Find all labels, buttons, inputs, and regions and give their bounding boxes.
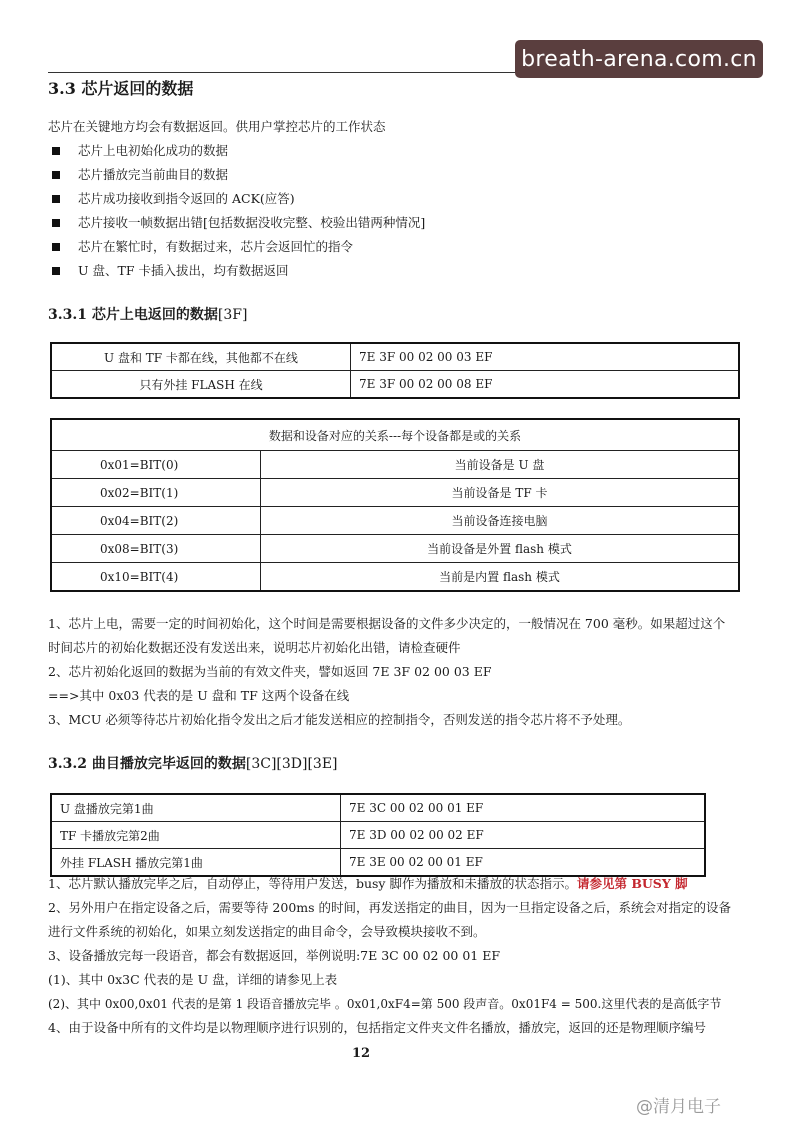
bullet-marker bbox=[52, 171, 60, 179]
table-cell-label: U 盘和 TF 卡都在线，其他都不在线 bbox=[51, 343, 351, 371]
table-row bbox=[51, 563, 739, 592]
note-line: 进行文件系统的初始化，如果立刻发送指定的曲目命令，会导致模块接收不到。 bbox=[48, 924, 486, 939]
note-text: 1、芯片默认播放完毕之后，自动停止，等待用户发送，busy 脚作为播放和未播放的状态指示。 bbox=[48, 876, 577, 891]
table-cell-label: 外挂 FLASH 播放完第1曲 bbox=[51, 849, 341, 877]
intro-text: 芯片在关键地方均会有数据返回。供用户掌控芯片的工作状态 bbox=[48, 119, 386, 134]
table-cell-bit: 0x01=BIT(0) bbox=[51, 451, 261, 479]
watermark-banner: breath-arena.com.cn bbox=[515, 40, 763, 78]
table-row bbox=[51, 507, 739, 535]
note-line: 时间芯片的初始化数据还没有发送出来，说明芯片初始化出错，请检查硬件 bbox=[48, 640, 461, 655]
subsection-title-power-on bbox=[48, 304, 247, 324]
playback-finished-table bbox=[50, 793, 706, 877]
table-cell-code: 7E 3C 00 02 00 01 EF bbox=[341, 794, 706, 822]
bullet-marker bbox=[52, 147, 60, 155]
table-header: 数据和设备对应的关系---每个设备都是或的关系 bbox=[51, 419, 739, 451]
list-item: 芯片播放完当前曲目的数据 bbox=[78, 167, 229, 182]
table-cell-bit: 0x10=BIT(4) bbox=[51, 563, 261, 592]
note-line: 4、由于设备中所有的文件均是以物理顺序进行识别的，包括指定文件夹文件名播放，播放完，返回的还是物理顺序编号 bbox=[48, 1020, 706, 1035]
note-line: (2)、其中 0x00,0x01 代表的是第 1 段语音播放完毕 。0x01,0xF4=第 500 段声音。0x01F4 = 500.这里代表的是高低字节 bbox=[48, 997, 722, 1011]
table-cell-code: 7E 3F 00 02 00 08 EF bbox=[351, 371, 740, 399]
corner-watermark: @清月电子 bbox=[636, 1097, 721, 1117]
subsection-title-text: 3.3.1 芯片上电返回的数据 bbox=[48, 307, 218, 323]
table-row bbox=[51, 371, 739, 399]
table-cell-desc: 当前设备连接电脑 bbox=[261, 507, 740, 535]
note-line bbox=[48, 875, 688, 893]
bullet-marker bbox=[52, 267, 60, 275]
subsection-title-playback-finished bbox=[48, 753, 338, 773]
table-cell-label: 只有外挂 FLASH 在线 bbox=[51, 371, 351, 399]
table-row bbox=[51, 822, 705, 849]
table-row bbox=[51, 849, 705, 877]
table-header-row bbox=[51, 419, 739, 451]
subsection-title-text: 3.3.2 曲目播放完毕返回的数据 bbox=[48, 756, 246, 772]
table-cell-code: 7E 3D 00 02 00 02 EF bbox=[341, 822, 706, 849]
table-row bbox=[51, 451, 739, 479]
list-item: 芯片上电初始化成功的数据 bbox=[78, 143, 229, 158]
power-on-response-table bbox=[50, 342, 740, 399]
table-cell-label: TF 卡播放完第2曲 bbox=[51, 822, 341, 849]
note-line: 2、另外用户在指定设备之后，需要等待 200ms 的时间，再发送指定的曲目，因为一旦指定设备之后，系统会对指定的设备 bbox=[48, 900, 732, 915]
bullet-marker bbox=[52, 243, 60, 251]
table-cell-bit: 0x08=BIT(3) bbox=[51, 535, 261, 563]
subsection-tag: [3F] bbox=[217, 307, 248, 323]
table-cell-bit: 0x02=BIT(1) bbox=[51, 479, 261, 507]
bullet-marker bbox=[52, 219, 60, 227]
list-item: U 盘、TF 卡插入拔出，均有数据返回 bbox=[78, 263, 289, 278]
table-cell-bit: 0x04=BIT(2) bbox=[51, 507, 261, 535]
note-line: 1、芯片上电，需要一定的时间初始化，这个时间是需要根据设备的文件多少决定的，一般情况在 700 毫秒。如果超过这个 bbox=[48, 616, 726, 631]
list-item: 芯片在繁忙时，有数据过来，芯片会返回忙的指令 bbox=[78, 239, 354, 254]
note-line: ==>其中 0x03 代表的是 U 盘和 TF 这两个设备在线 bbox=[48, 688, 350, 703]
list-item: 芯片接收一帧数据出错[包括数据没收完整、校验出错两种情况] bbox=[78, 215, 426, 230]
table-cell-desc: 当前设备是 U 盘 bbox=[261, 451, 740, 479]
busy-pin-reference: 请参见第 BUSY 脚 bbox=[576, 876, 688, 891]
table-cell-desc: 当前设备是 TF 卡 bbox=[261, 479, 740, 507]
page-number: 12 bbox=[352, 1046, 371, 1061]
section-title: 3.3 芯片返回的数据 bbox=[48, 79, 194, 98]
table-cell-desc: 当前是内置 flash 模式 bbox=[261, 563, 740, 592]
note-line: 3、设备播放完每一段语音，都会有数据返回，举例说明:7E 3C 00 02 00 01 EF bbox=[48, 948, 501, 963]
bullet-marker bbox=[52, 195, 60, 203]
note-line: 3、MCU 必须等待芯片初始化指令发出之后才能发送相应的控制指令，否则发送的指令芯片将不予处理。 bbox=[48, 712, 631, 727]
note-line: (1)、其中 0x3C 代表的是 U 盘，详细的请参见上表 bbox=[48, 972, 338, 987]
table-row bbox=[51, 535, 739, 563]
table-row bbox=[51, 794, 705, 822]
table-row bbox=[51, 479, 739, 507]
device-bit-table bbox=[50, 418, 740, 592]
list-item: 芯片成功接收到指令返回的 ACK(应答) bbox=[78, 191, 295, 206]
subsection-tag: [3C][3D][3E] bbox=[245, 756, 338, 772]
table-cell-desc: 当前设备是外置 flash 模式 bbox=[261, 535, 740, 563]
table-cell-label: U 盘播放完第1曲 bbox=[51, 794, 341, 822]
table-row bbox=[51, 343, 739, 371]
table-cell-code: 7E 3E 00 02 00 01 EF bbox=[341, 849, 706, 877]
note-line: 2、芯片初始化返回的数据为当前的有效文件夹，譬如返回 7E 3F 02 00 03 EF bbox=[48, 664, 492, 679]
table-cell-code: 7E 3F 00 02 00 03 EF bbox=[351, 343, 740, 371]
